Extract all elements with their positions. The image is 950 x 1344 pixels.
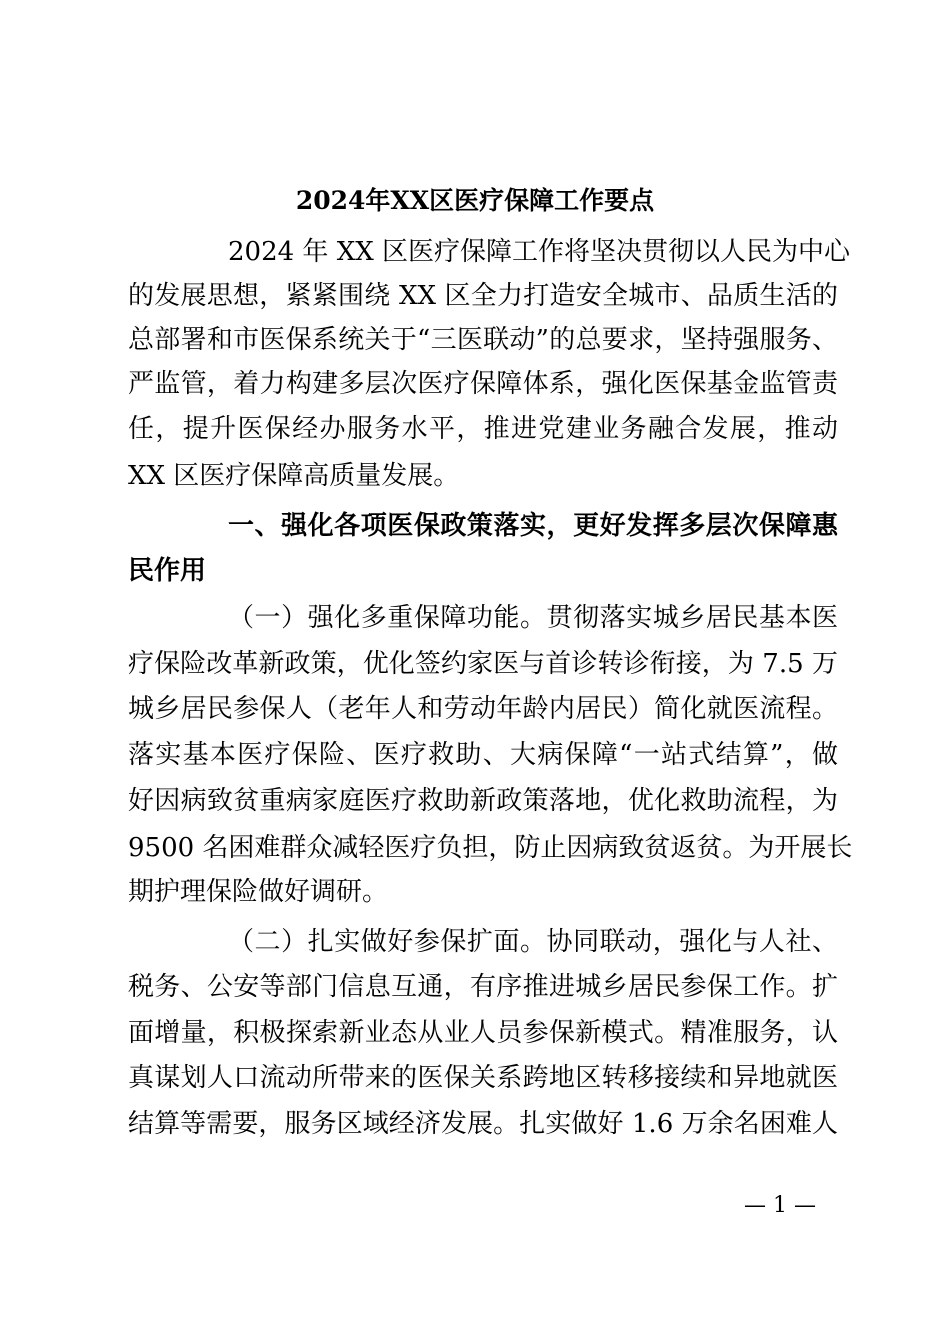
paragraph-line: 城乡居民参保人（老年人和劳动年龄内居民）简化就医流程。 <box>128 694 838 724</box>
intro-line: 任，提升医保经办服务水平，推进党建业务融合发展，推动 <box>128 414 838 444</box>
paragraph-line: 期护理保险做好调研。 <box>128 877 389 907</box>
intro-line: 总部署和市医保系统关于“三医联动”的总要求，坚持强服务、 <box>128 325 838 355</box>
section-heading: 一、强化各项医保政策落实，更好发挥多层次保障惠 <box>228 511 838 541</box>
paragraph-line: 结算等需要，服务区域经济发展。扎实做好 1.6 万余名困难人 <box>128 1109 838 1139</box>
page-number: — 1 — <box>744 1193 816 1218</box>
intro-line: XX 区医疗保障高质量发展。 <box>128 461 460 491</box>
paragraph-line: 疗保险改革新政策，优化签约家医与首诊转诊衔接，为 7.5 万 <box>128 649 838 679</box>
paragraph-line: 面增量，积极探索新业态从业人员参保新模式。精准服务，认 <box>128 1018 838 1048</box>
intro-line: 2024 年 XX 区医疗保障工作将坚决贯彻以人民为中心 <box>228 237 850 267</box>
paragraph-line: 好因病致贫重病家庭医疗救助新政策落地，优化救助流程，为 <box>128 786 838 816</box>
paragraph-line: 落实基本医疗保险、医疗救助、大病保障“一站式结算”，做 <box>128 740 838 770</box>
paragraph-line: 9500 名困难群众减轻医疗负担，防止因病致贫返贫。为开展长 <box>128 833 853 863</box>
document-title: 2024年XX区医疗保障工作要点 <box>295 186 655 215</box>
intro-line: 严监管，着力构建多层次医疗保障体系，强化医保基金监管责 <box>128 369 838 399</box>
paragraph-line: （二）扎实做好参保扩面。协同联动，强化与人社、 <box>228 927 838 957</box>
intro-line: 的发展思想，紧紧围绕 XX 区全力打造安全城市、品质生活的 <box>128 281 838 311</box>
paragraph-line: 税务、公安等部门信息互通，有序推进城乡居民参保工作。扩 <box>128 972 838 1002</box>
section-heading: 民作用 <box>128 556 207 586</box>
paragraph-line: （一）强化多重保障功能。贯彻落实城乡居民基本医 <box>228 603 838 633</box>
paragraph-line: 真谋划人口流动所带来的医保关系跨地区转移接续和异地就医 <box>128 1063 838 1093</box>
